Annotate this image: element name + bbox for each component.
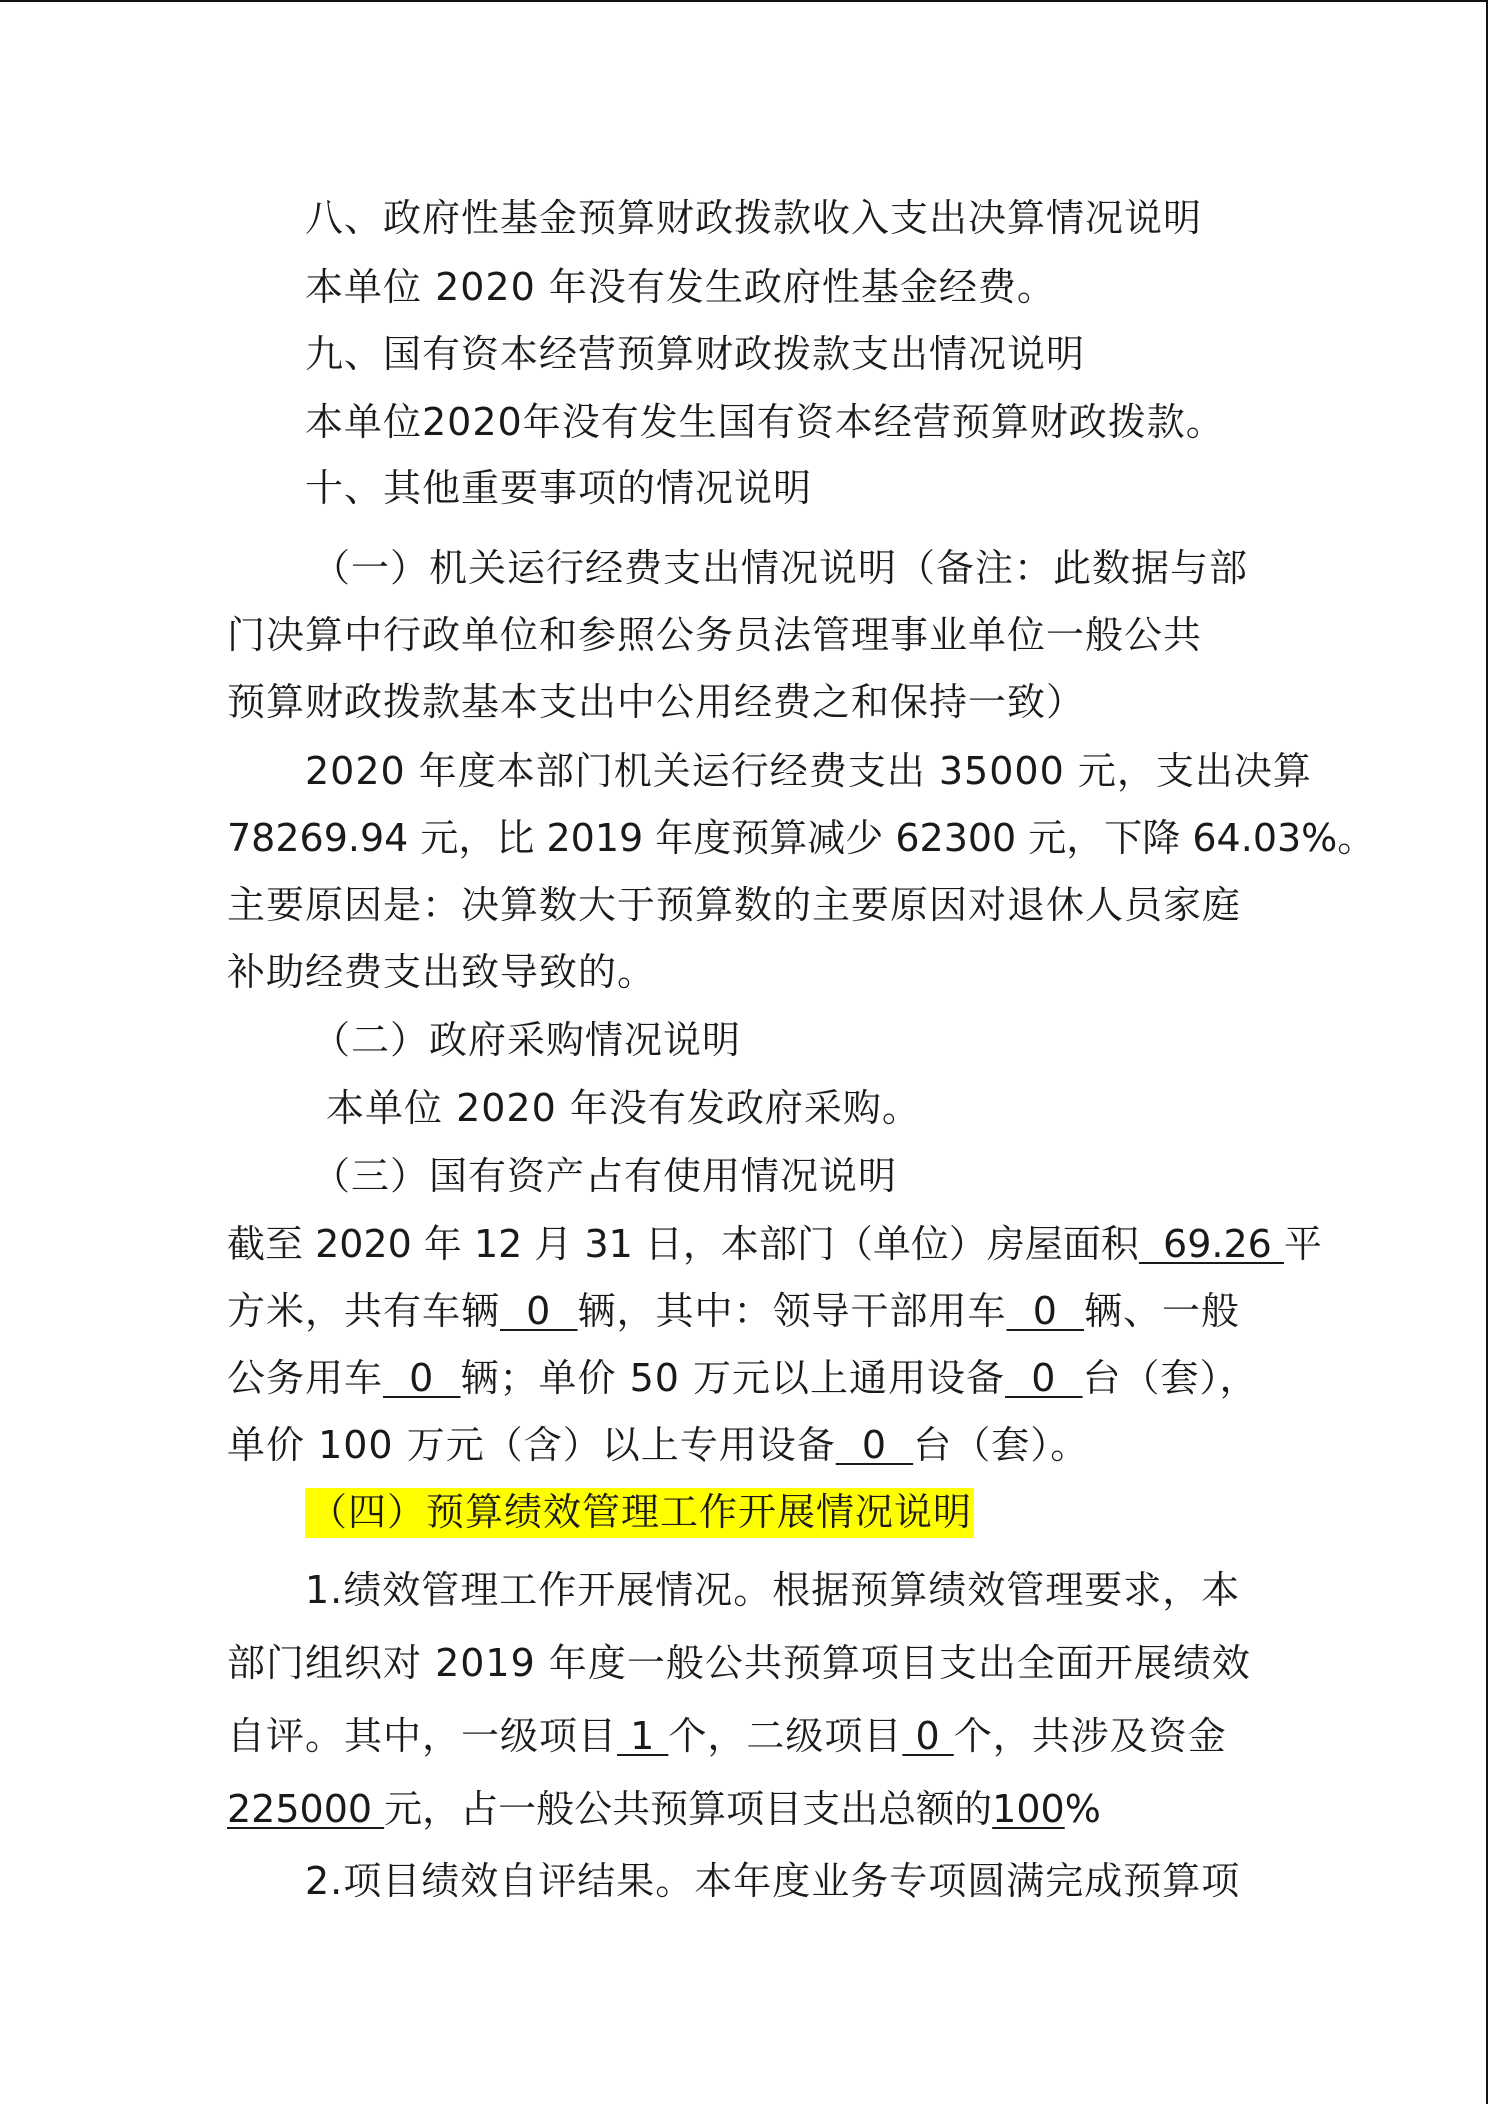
assets-body-line-2 bbox=[227, 1286, 1240, 1336]
assets-text: 单价 100 万元（含）以上专用设备 bbox=[227, 1423, 836, 1467]
operating-expense-heading-line-3: 预算财政拨款基本支出中公用经费之和保持一致） bbox=[227, 680, 1086, 724]
performance-heading bbox=[305, 1487, 974, 1537]
assets-body-line-1 bbox=[227, 1219, 1322, 1269]
operating-expense-body-line-4: 补助经费支出致导致的。 bbox=[227, 950, 657, 994]
highlighted-heading: （四）预算绩效管理工作开展情况说明 bbox=[305, 1488, 974, 1538]
official-vehicle-count-value: 0 bbox=[383, 1356, 461, 1400]
assets-text: 辆；单价 50 万元以上通用设备 bbox=[460, 1356, 1006, 1400]
section-10-heading: 十、其他重要事项的情况说明 bbox=[305, 466, 813, 510]
procurement-body: 本单位 2020 年没有发政府采购。 bbox=[326, 1086, 921, 1130]
performance-body-line-4 bbox=[227, 1784, 1101, 1834]
vehicle-count-value: 0 bbox=[500, 1289, 578, 1333]
level-2-project-count: 0 bbox=[902, 1714, 954, 1758]
percentage-value: 100 bbox=[992, 1787, 1065, 1831]
section-8-heading: 八、政府性基金预算财政拨款收入支出决算情况说明 bbox=[305, 196, 1203, 240]
leader-vehicle-count-value: 0 bbox=[1006, 1289, 1085, 1333]
section-9-heading: 九、国有资本经营预算财政拨款支出情况说明 bbox=[305, 332, 1086, 376]
performance-body-line-2: 部门组织对 2019 年度一般公共预算项目支出全面开展绩效 bbox=[227, 1641, 1251, 1685]
assets-text: 方米，共有车辆 bbox=[227, 1289, 501, 1333]
assets-heading: （三）国有资产占有使用情况说明 bbox=[312, 1154, 898, 1198]
assets-body-line-4 bbox=[227, 1420, 1089, 1470]
operating-expense-heading-line-1: （一）机关运行经费支出情况说明（备注：此数据与部 bbox=[312, 546, 1249, 590]
assets-text: 平 bbox=[1283, 1222, 1322, 1266]
assets-body-line-3 bbox=[227, 1353, 1259, 1403]
operating-expense-heading-line-2: 门决算中行政单位和参照公务员法管理事业单位一般公共 bbox=[227, 613, 1203, 657]
funds-amount-value: 225000 bbox=[227, 1787, 385, 1831]
performance-text: 元，占一般公共预算项目支出总额的 bbox=[384, 1787, 993, 1831]
operating-expense-body-line-2: 78269.94 元，比 2019 年度预算减少 62300 元，下降 64.03%。 bbox=[227, 816, 1376, 860]
performance-text: 自评。其中，一级项目 bbox=[227, 1714, 618, 1758]
assets-text: 辆，其中：领导干部用车 bbox=[577, 1289, 1007, 1333]
assets-text: 台（套）， bbox=[1082, 1356, 1259, 1400]
house-area-value: 69.26 bbox=[1138, 1222, 1284, 1266]
performance-body-line-3 bbox=[227, 1711, 1227, 1761]
self-evaluation-line-1: 2.项目绩效自评结果。本年度业务专项圆满完成预算项 bbox=[305, 1859, 1241, 1903]
assets-text: 辆、一般 bbox=[1084, 1289, 1241, 1333]
performance-text: 个，共涉及资金 bbox=[953, 1714, 1227, 1758]
special-equipment-count-value: 0 bbox=[835, 1423, 914, 1467]
page-border-top bbox=[0, 0, 1488, 2]
section-8-body: 本单位 2020 年没有发生政府性基金经费。 bbox=[305, 265, 1056, 309]
operating-expense-body-line-3: 主要原因是：决算数大于预算数的主要原因对退休人员家庭 bbox=[227, 883, 1242, 927]
performance-text: % bbox=[1064, 1787, 1101, 1831]
section-9-body: 本单位2020年没有发生国有资本经营预算财政拨款。 bbox=[305, 400, 1225, 444]
performance-body-line-1: 1.绩效管理工作开展情况。根据预算绩效管理要求，本 bbox=[305, 1568, 1241, 1612]
level-1-project-count: 1 bbox=[617, 1714, 669, 1758]
assets-text: 截至 2020 年 12 月 31 日，本部门（单位）房屋面积 bbox=[227, 1222, 1139, 1266]
procurement-heading: （二）政府采购情况说明 bbox=[312, 1018, 742, 1062]
performance-text: 个，二级项目 bbox=[668, 1714, 903, 1758]
assets-text: 台（套）。 bbox=[913, 1423, 1090, 1467]
assets-text: 公务用车 bbox=[227, 1356, 384, 1400]
general-equipment-count-value: 0 bbox=[1005, 1356, 1083, 1400]
operating-expense-body-line-1: 2020 年度本部门机关运行经费支出 35000 元，支出决算 bbox=[305, 749, 1312, 793]
